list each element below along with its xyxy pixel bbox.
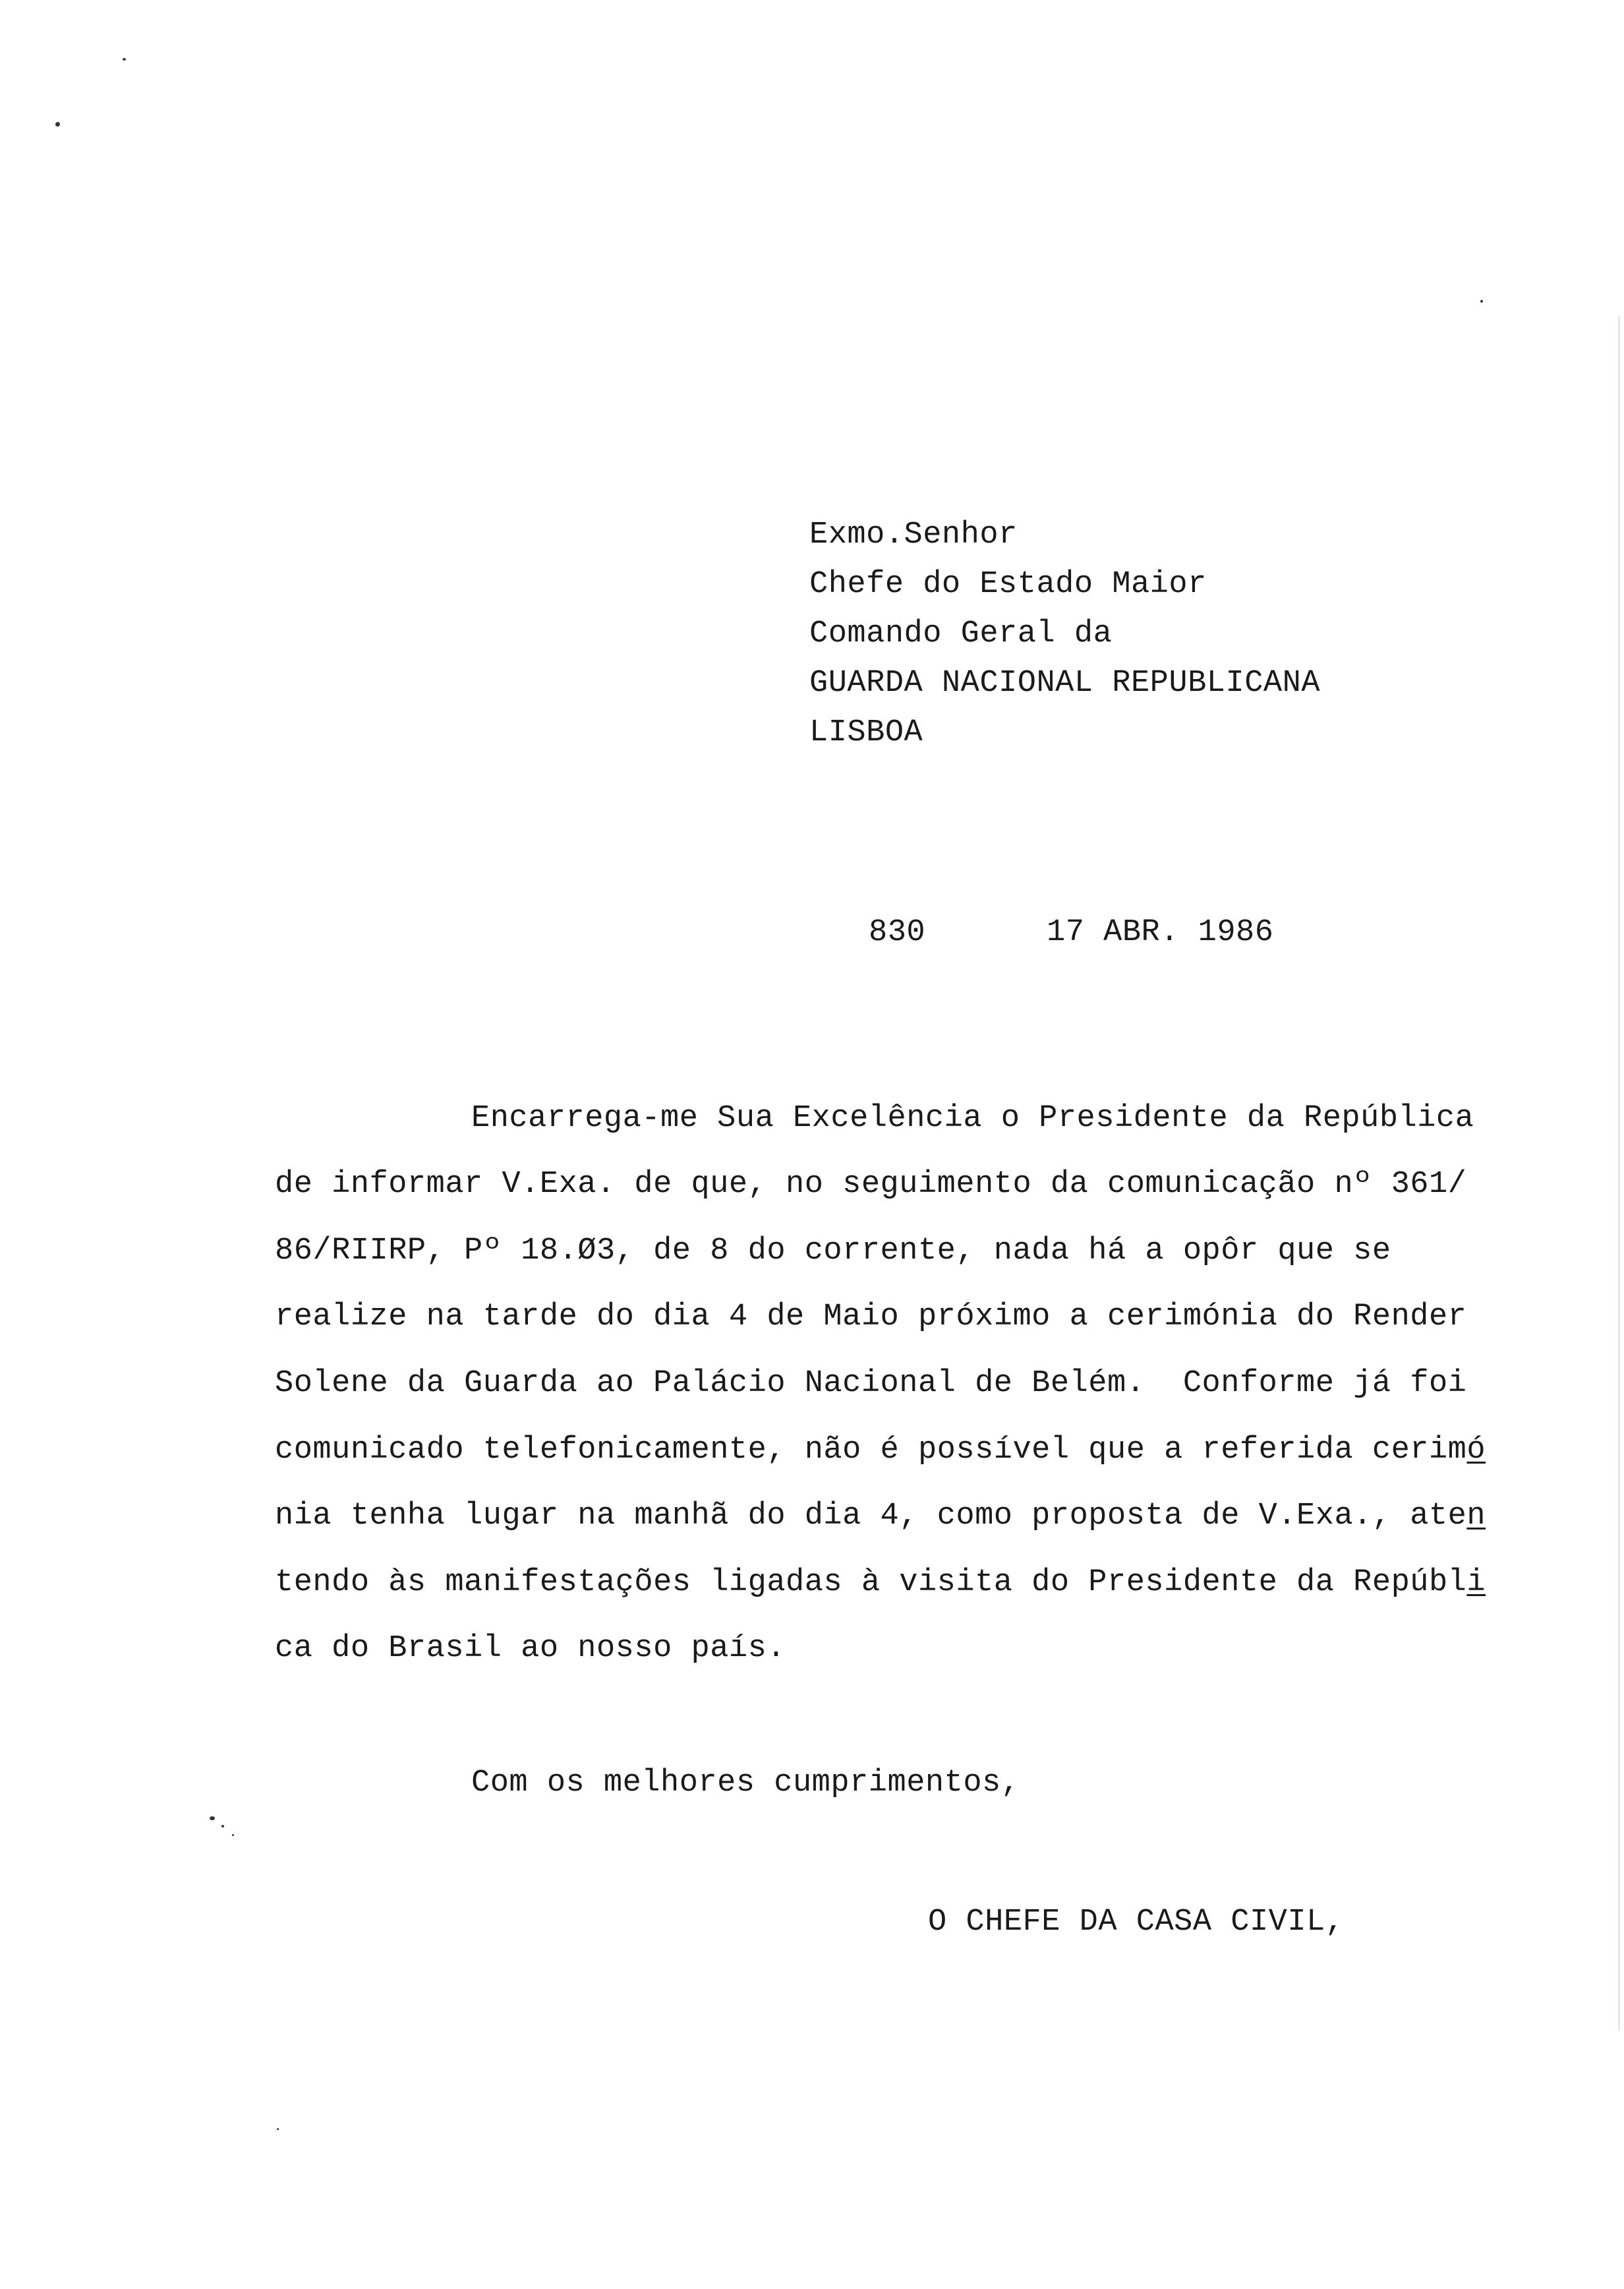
address-line-3: GUARDA NACIONAL REPUBLICANA xyxy=(809,666,1321,701)
body-line-7-hyphen-mark: n xyxy=(1466,1499,1486,1533)
body-line-8-hyphen-mark: i xyxy=(1466,1565,1486,1600)
reference-date: 17 ABR. 1986 xyxy=(1047,915,1274,950)
body-line-4: realize na tarde do dia 4 de Maio próximo a cerimónia do Render xyxy=(275,1299,1467,1334)
scan-speck xyxy=(277,2128,279,2130)
scan-speck xyxy=(221,1825,224,1828)
address-line-2: Comando Geral da xyxy=(809,616,1113,651)
body-line-5: Solene da Guarda ao Palácio Nacional de Belém. Conforme já foi xyxy=(275,1366,1467,1401)
body-line-9: ca do Brasil ao nosso país. xyxy=(275,1631,786,1666)
body-line-2: de informar V.Exa. de que, no seguimento da comunicação nº 361/ xyxy=(275,1167,1467,1202)
closing-line: Com os melhores cumprimentos, xyxy=(471,1766,1020,1800)
reference-number: 830 xyxy=(869,915,926,950)
body-line-6 xyxy=(275,1435,1486,1466)
scan-speck xyxy=(123,58,126,61)
scan-speck xyxy=(232,1834,234,1836)
scan-speck xyxy=(210,1816,215,1820)
address-salutation: Exmo.Senhor xyxy=(809,518,1018,552)
body-line-8 xyxy=(275,1567,1486,1598)
scan-speck xyxy=(55,122,60,127)
body-line-6-hyphen-mark: ó xyxy=(1466,1433,1486,1468)
signature-title: O CHEFE DA CASA CIVIL, xyxy=(928,1905,1345,1940)
body-line-7-text: nia tenha lugar na manhã do dia 4, como proposta de V.Exa., ate xyxy=(275,1499,1467,1533)
address-line-4: LISBOA xyxy=(809,715,923,750)
address-line-1: Chefe do Estado Maior xyxy=(809,567,1207,602)
body-line-6-text: comunicado telefonicamente, não é possível que a referida cerim xyxy=(275,1433,1467,1468)
scan-edge xyxy=(1618,316,1620,2031)
scan-speck xyxy=(1480,300,1483,303)
body-line-7 xyxy=(275,1501,1486,1531)
body-line-8-text: tendo às manifestações ligadas à visita do Presidente da Repúbl xyxy=(275,1565,1467,1600)
body-line-1: Encarrega-me Sua Excelência o Presidente da República xyxy=(471,1101,1474,1136)
body-line-3: 86/RIIRP, Pº 18.Ø3, de 8 do corrente, nada há a opôr que se xyxy=(275,1234,1391,1268)
